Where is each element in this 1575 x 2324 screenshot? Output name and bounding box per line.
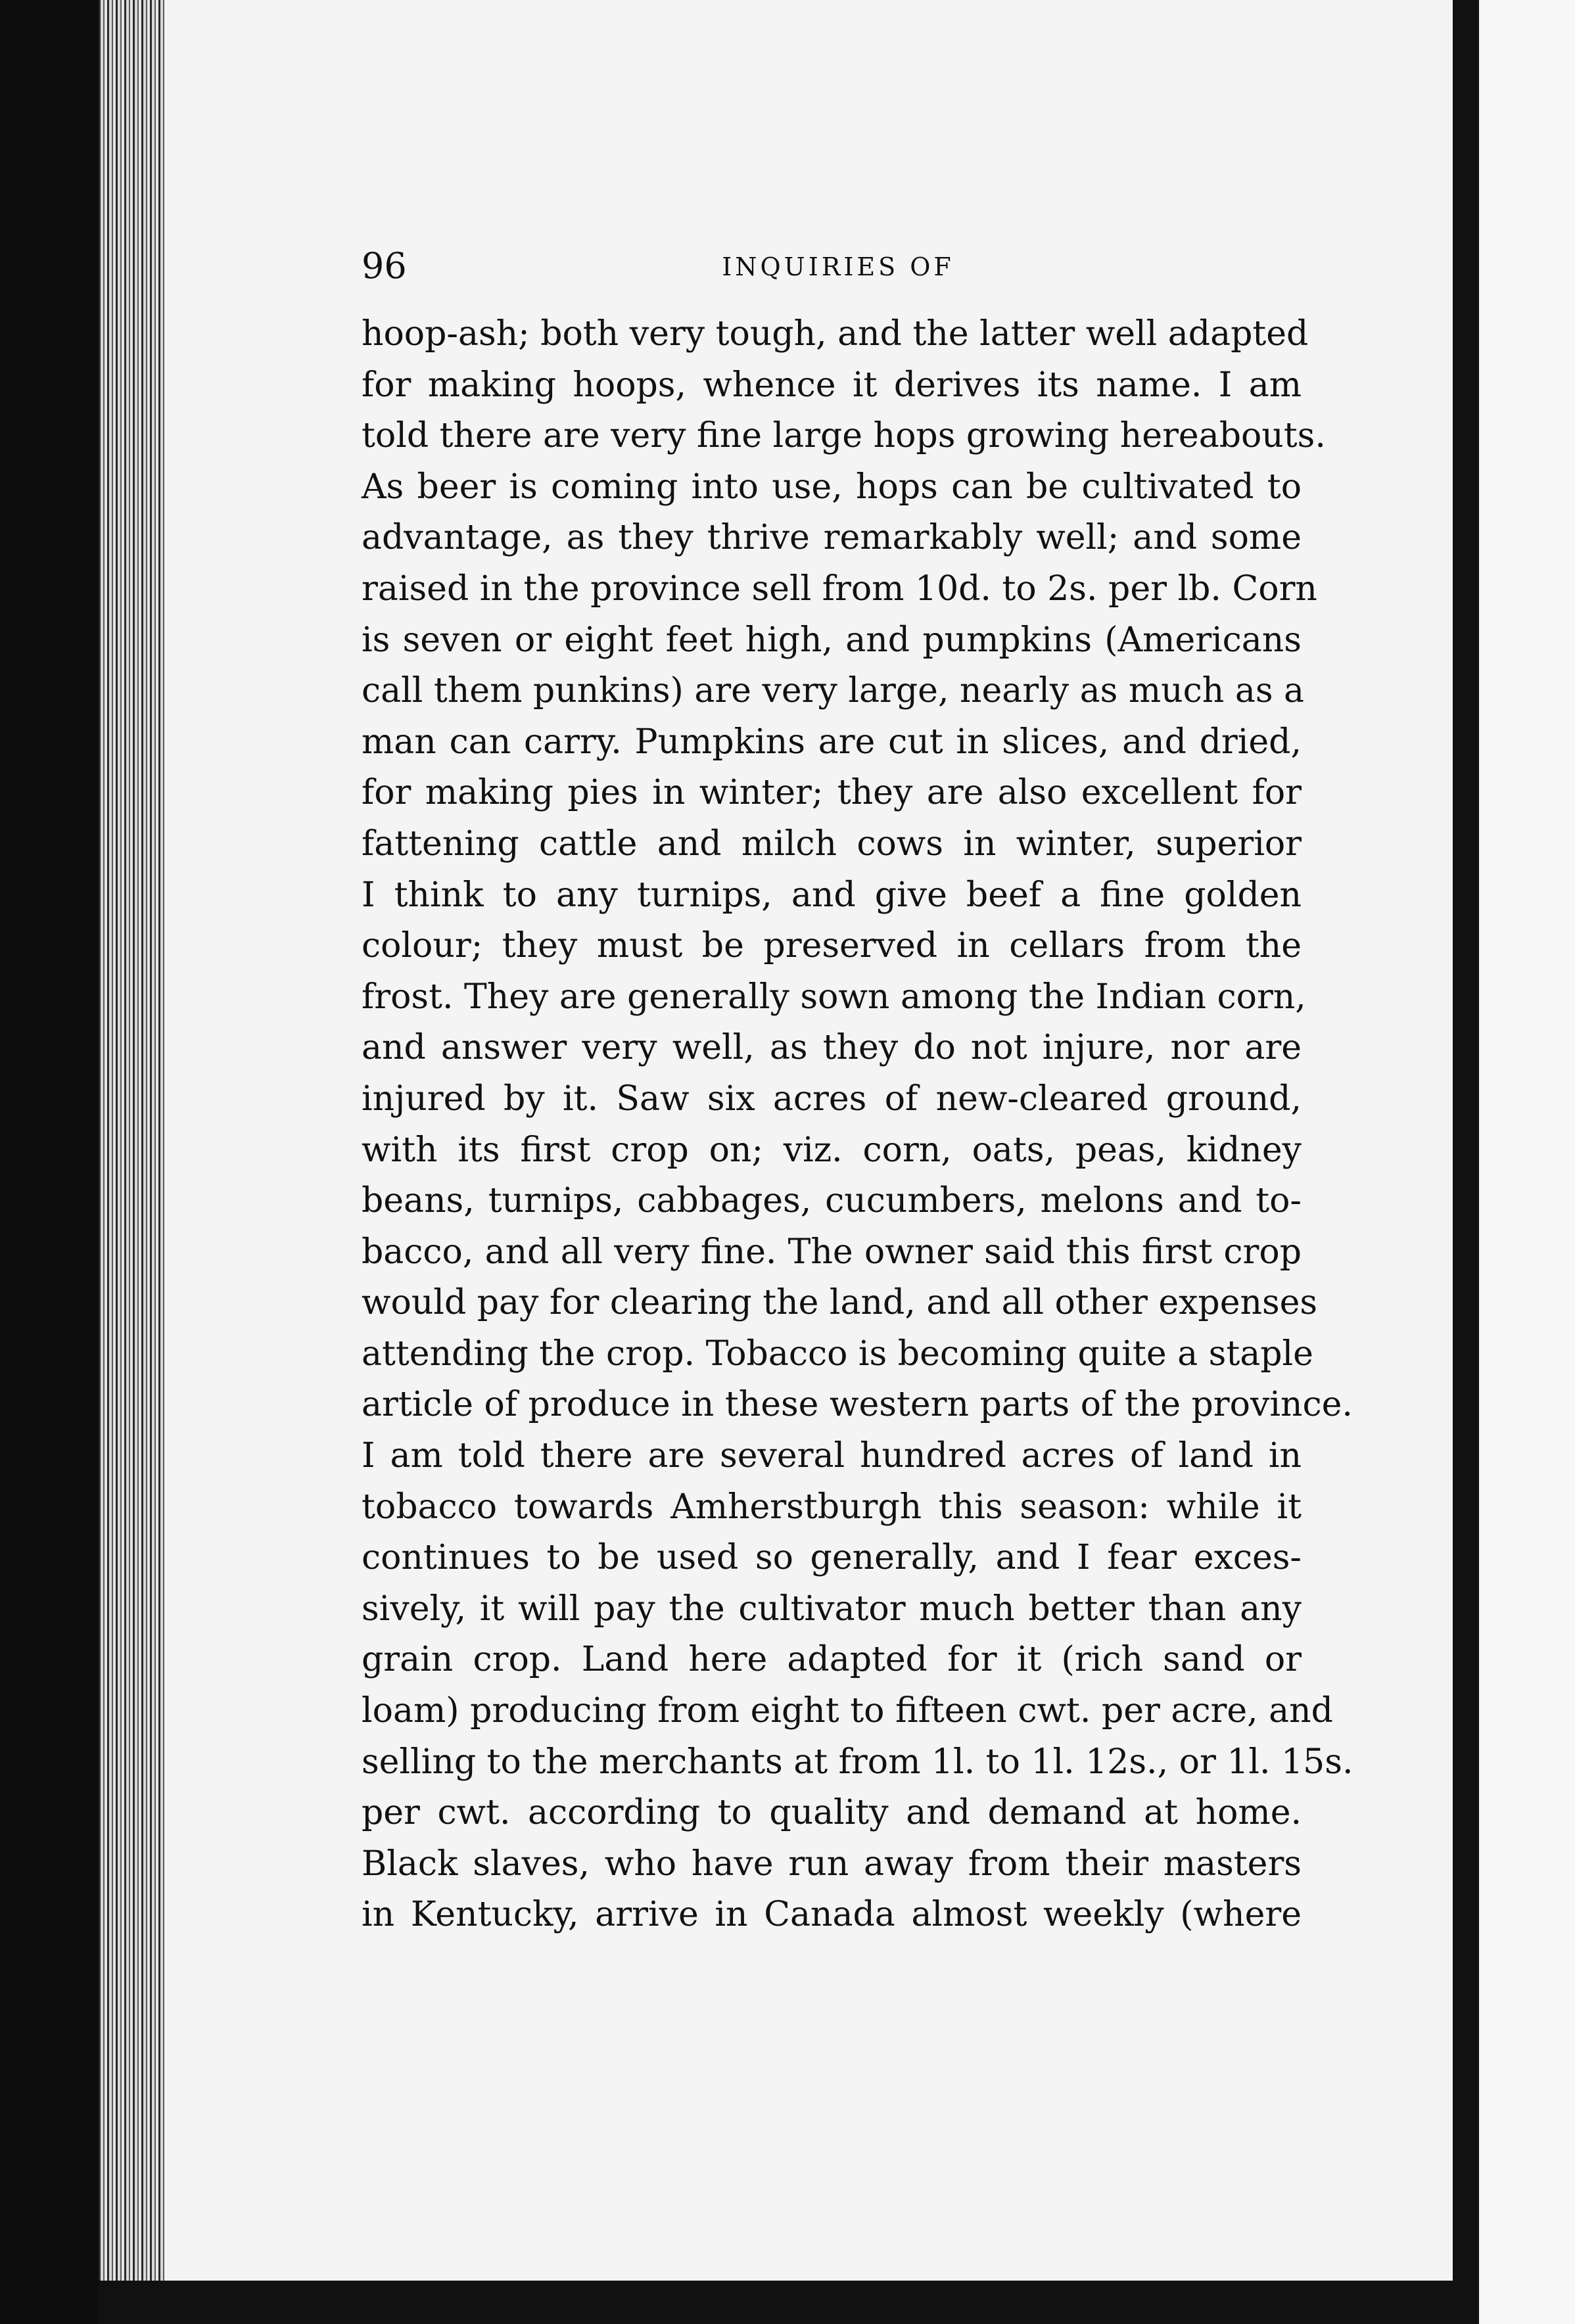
text-line: and answer very well, as they do not injure, nor are (362, 1028, 1302, 1068)
text-line: advantage, as they thrive remarkably well; and some (362, 518, 1302, 558)
text-line: for making pies in winter; they are also excellent for (362, 773, 1302, 813)
text-line: Black slaves, who have run away from their masters (362, 1844, 1302, 1884)
body-text (362, 309, 1353, 1941)
text-line: article of produce in these western parts of the province. (362, 1385, 1353, 1425)
page-bottom-shadow (99, 2281, 1466, 2324)
running-head: INQUIRIES OF (722, 252, 954, 281)
text-line: frost. They are generally sown among the Indian corn, (362, 977, 1306, 1017)
text-line: bacco, and all very fine. The owner said this first crop (362, 1232, 1302, 1272)
text-line: I think to any turnips, and give beef a fine golden (362, 875, 1302, 915)
text-line: told there are very fine large hops growing hereabouts. (362, 416, 1326, 456)
page-edges (99, 0, 164, 2324)
text-line: is seven or eight feet high, and pumpkins (Americans (362, 620, 1302, 660)
text-line: fattening cattle and milch cows in winter, superior (362, 824, 1302, 864)
text-line: injured by it. Saw six acres of new-cleared ground, (362, 1079, 1302, 1119)
text-line: for making hoops, whence it derives its name. I am (362, 365, 1302, 405)
text-line: beans, turnips, cabbages, cucumbers, melons and to- (362, 1181, 1302, 1221)
text-line: would pay for clearing the land, and all other expenses (362, 1283, 1318, 1323)
text-line: call them punkins) are very large, nearly as much as a (362, 671, 1305, 711)
text-line: man can carry. Pumpkins are cut in slices, and dried, (362, 722, 1302, 762)
text-line: selling to the merchants at from 1l. to 1l. 12s., or 1l. 15s. (362, 1742, 1353, 1782)
text-line: hoop-ash; both very tough, and the latter well adapted (362, 314, 1309, 354)
next-page-sliver (1479, 0, 1575, 2324)
text-line: attending the crop. Tobacco is becoming quite a staple (362, 1334, 1313, 1374)
book-spine (0, 0, 99, 2324)
text-line: raised in the province sell from 10d. to 2s. per lb. Corn (362, 569, 1317, 609)
text-line: in Kentucky, arrive in Canada almost weekly (where (362, 1895, 1302, 1935)
page-header (362, 243, 1302, 289)
text-line: continues to be used so generally, and I fear exces- (362, 1538, 1302, 1578)
text-line: tobacco towards Amherstburgh this season: while it (362, 1487, 1302, 1527)
right-page-edge (1453, 0, 1479, 2324)
text-line: with its first crop on; viz. corn, oats, peas, kidney (362, 1130, 1302, 1170)
text-line: grain crop. Land here adapted for it (rich sand or (362, 1640, 1302, 1680)
text-line: I am told there are several hundred acres of land in (362, 1436, 1302, 1476)
page-number: 96 (362, 245, 407, 287)
text-line: As beer is coming into use, hops can be cultivated to (362, 467, 1302, 507)
text-line: sively, it will pay the cultivator much better than any (362, 1589, 1302, 1629)
text-line: loam) producing from eight to fifteen cwt. per acre, and (362, 1691, 1333, 1731)
text-line: per cwt. according to quality and demand at home. (362, 1793, 1302, 1833)
text-line: colour; they must be preserved in cellars from the (362, 926, 1302, 966)
